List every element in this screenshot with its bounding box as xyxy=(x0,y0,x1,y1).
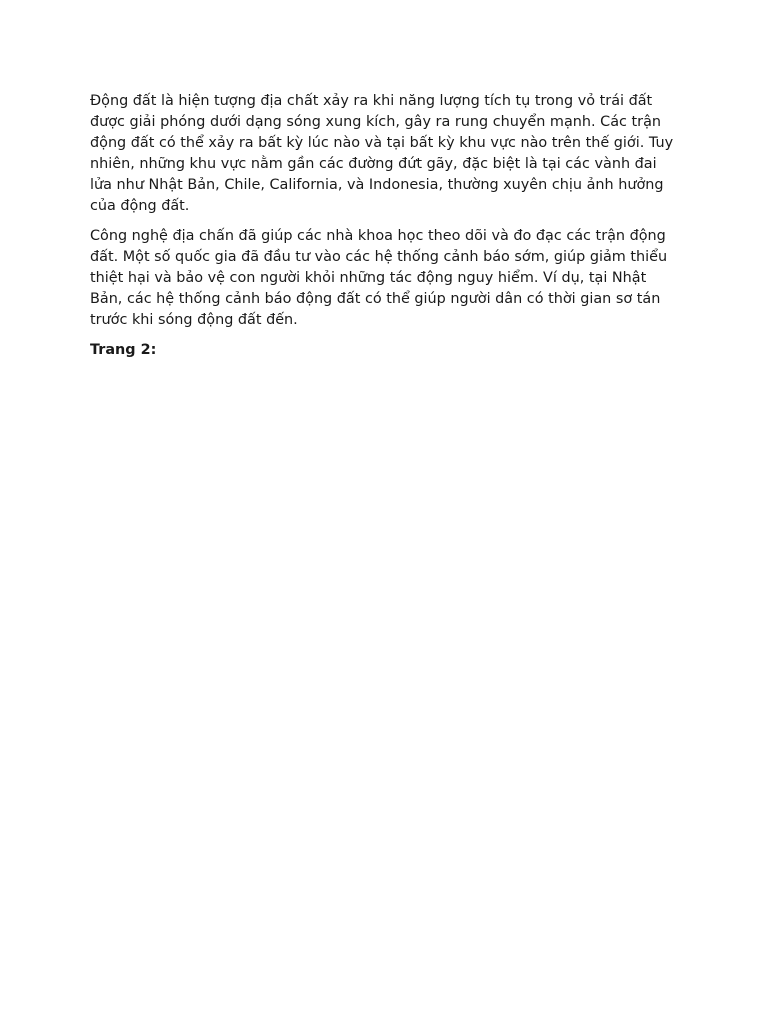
document-body xyxy=(90,91,680,361)
page-heading: Trang 2: xyxy=(90,342,157,358)
paragraph-seismic-technology: Công nghệ địa chấn đã giúp các nhà khoa học theo dõi và đo đạc các trận động đất. Một số quốc gia đã đầu tư vào các hệ thống cảnh báo sớm, giúp giảm thiểu thiệt hại và bảo vệ con người khỏi những tác động nguy hiểm. Ví dụ, tại Nhật Bản, các hệ thống cảnh báo động đất có thể giúp người dân có thời gian sơ tán trước khi sóng động đất đến. xyxy=(90,228,668,328)
paragraph-earthquake-intro: Động đất là hiện tượng địa chất xảy ra khi năng lượng tích tụ trong vỏ trái đất được giải phóng dưới dạng sóng xung kích, gây ra rung chuyển mạnh. Các trận động đất có thể xảy ra bất kỳ lúc nào và tại bất kỳ khu vực nào trên thế giới. Tuy nhiên, những khu vực nằm gần các đường đứt gãy, đặc biệt là tại các vành đai lửa như Nhật Bản, Chile, California, và Indonesia, thường xuyên chịu ảnh hưởng của động đất. xyxy=(90,93,674,214)
